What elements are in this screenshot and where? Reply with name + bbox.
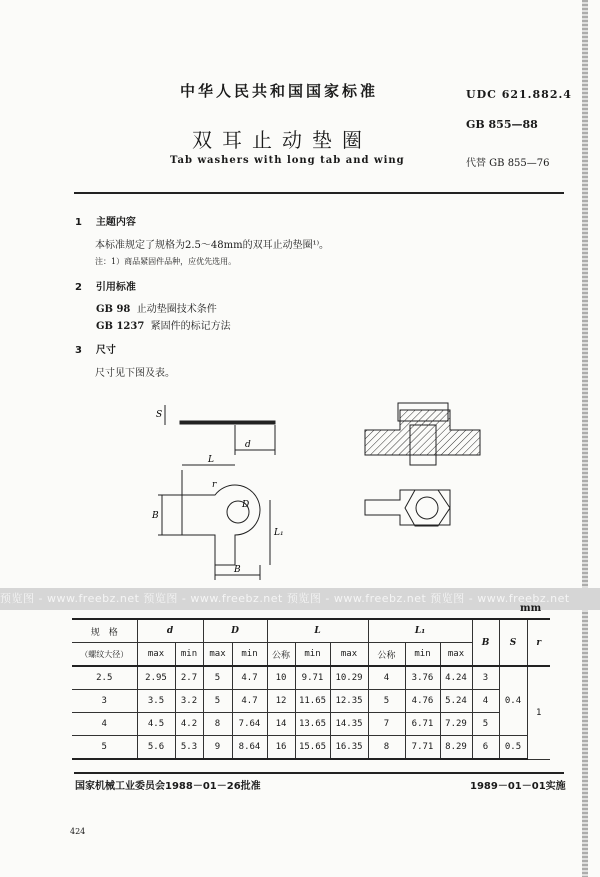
washer-drawing [140, 395, 490, 585]
header-L1: L₁ [368, 619, 472, 643]
table-cell: 5 [203, 666, 232, 690]
approval-note: 国家机械工业委员会1988－01－26批准 [75, 781, 261, 792]
header-spec-sub: （螺纹大径） [72, 643, 137, 667]
section-2-heading [75, 278, 136, 293]
table-row [72, 713, 550, 736]
table-cell: 7.29 [440, 713, 472, 736]
table-cell: 16 [267, 736, 295, 760]
table-cell: 4 [368, 666, 405, 690]
dimension-table [72, 618, 550, 760]
table-cell: 3 [72, 690, 137, 713]
label-l1: L₁ [274, 528, 284, 538]
table-cell: 3.2 [175, 690, 203, 713]
gb-code: GB 855—88 [466, 118, 538, 131]
subheader: max [137, 643, 175, 667]
table-cell: 7.64 [232, 713, 267, 736]
table-cell: 9.71 [295, 666, 330, 690]
table-cell: 12 [267, 690, 295, 713]
doc-title-cn: 双耳止动垫圈 [192, 128, 372, 152]
table-cell: 4.24 [440, 666, 472, 690]
table-cell: 5 [472, 713, 499, 736]
table-cell: 4.7 [232, 690, 267, 713]
ref-code: GB 98 [96, 304, 131, 315]
header-spec: 规 格 [72, 619, 137, 643]
table-header-row [72, 619, 550, 643]
table-cell: 4.7 [232, 666, 267, 690]
table-cell: 4.5 [137, 713, 175, 736]
header-L: L [267, 619, 368, 643]
table-cell: 5.3 [175, 736, 203, 760]
table-cell: 8 [368, 736, 405, 760]
section-3-body: 尺寸见下图及表。 [95, 368, 175, 379]
page-number: 424 [70, 827, 86, 836]
table-cell: 12.35 [330, 690, 368, 713]
table-cell: 9 [203, 736, 232, 760]
cell-r: 1 [527, 666, 550, 759]
section-1-note: 注：1）商品紧固件品种，应优先选用。 [95, 257, 237, 266]
table-cell: 3.5 [137, 690, 175, 713]
subheader: min [232, 643, 267, 667]
unit-label: mm [520, 603, 542, 614]
effective-date: 1989－01－01实施 [470, 781, 566, 792]
header-D: D [203, 619, 267, 643]
org-title: 中华人民共和国国家标准 [180, 82, 379, 100]
table-cell: 13.65 [295, 713, 330, 736]
footer-rule [74, 772, 564, 774]
table-cell: 5 [368, 690, 405, 713]
table-cell: 2.5 [72, 666, 137, 690]
ref-text: 紧固件的标记方法 [150, 321, 231, 332]
table-cell: 5 [203, 690, 232, 713]
assembly-section-view [365, 410, 480, 455]
header-rule [74, 192, 564, 194]
header-S: S [499, 619, 527, 666]
label-b-bottom: B [234, 565, 241, 575]
replaces-code: 代替 GB 855—76 [466, 158, 550, 169]
subheader: max [330, 643, 368, 667]
subheader: 公称 [267, 643, 295, 667]
table-cell: 5.24 [440, 690, 472, 713]
header-d: d [137, 619, 203, 643]
table-cell: 8.29 [440, 736, 472, 760]
table-row [72, 736, 550, 760]
table-cell: 4 [72, 713, 137, 736]
ref-text: 止动垫圈技术条件 [136, 304, 217, 315]
reference-item [96, 317, 231, 332]
label-r: r [212, 480, 217, 490]
section-number: 2 [75, 282, 82, 293]
header-B: B [472, 619, 499, 666]
section-1-heading [75, 213, 136, 228]
ref-code: GB 1237 [96, 321, 145, 332]
section-number: 1 [75, 217, 82, 228]
doc-title-en: Tab washers with long tab and wing [170, 155, 405, 166]
label-D: D [242, 500, 250, 510]
table-cell: 6 [472, 736, 499, 760]
label-d: d [245, 440, 251, 450]
table-cell: 7 [368, 713, 405, 736]
subheader: min [405, 643, 440, 667]
table-cell: 11.65 [295, 690, 330, 713]
table-row [72, 666, 550, 690]
section-title: 尺寸 [95, 345, 116, 356]
table-cell: 6.71 [405, 713, 440, 736]
washer-side-view [180, 421, 275, 424]
label-l: L [208, 455, 214, 465]
header-r: r [527, 619, 550, 666]
subheader: max [203, 643, 232, 667]
table-cell: 14 [267, 713, 295, 736]
label-s: S [156, 410, 163, 420]
subheader: 公称 [368, 643, 405, 667]
table-cell: 16.35 [330, 736, 368, 760]
udc-code: UDC 621.882.4 [466, 88, 572, 101]
section-title: 主题内容 [95, 217, 136, 228]
table-cell: 2.7 [175, 666, 203, 690]
table-cell: 8 [203, 713, 232, 736]
table-cell: 2.95 [137, 666, 175, 690]
section-1-body: 本标准规定了规格为2.5～48mm的双耳止动垫圈¹⁾。 [95, 240, 330, 251]
table-cell: 5.6 [137, 736, 175, 760]
subheader: max [440, 643, 472, 667]
watermark-band: 预览图 - www.freebz.net 预览图 - www.freebz.net 预览图 - www.freebz.net 预览图 - www.freebz.net [0, 588, 600, 610]
table-cell: 4.76 [405, 690, 440, 713]
section-number: 3 [75, 345, 82, 356]
table-cell: 10 [267, 666, 295, 690]
section-title: 引用标准 [95, 282, 136, 293]
table-row [72, 690, 550, 713]
table-cell: 4 [472, 690, 499, 713]
table-cell: 10.29 [330, 666, 368, 690]
table-cell: 5 [72, 736, 137, 760]
scan-edge [582, 0, 588, 877]
subheader: min [295, 643, 330, 667]
label-b: B [152, 511, 159, 521]
subheader: min [175, 643, 203, 667]
table-cell: 3.76 [405, 666, 440, 690]
table-cell: 3 [472, 666, 499, 690]
table-cell: 14.35 [330, 713, 368, 736]
table-cell: 8.64 [232, 736, 267, 760]
cell-S: 0.4 [499, 666, 527, 736]
reference-item [96, 300, 217, 315]
assembly-top-view [365, 490, 450, 525]
table-cell: 7.71 [405, 736, 440, 760]
table-cell: 15.65 [295, 736, 330, 760]
table-cell: 4.2 [175, 713, 203, 736]
cell-S: 0.5 [499, 736, 527, 760]
section-3-heading [75, 341, 116, 356]
washer-top-view [182, 485, 260, 565]
